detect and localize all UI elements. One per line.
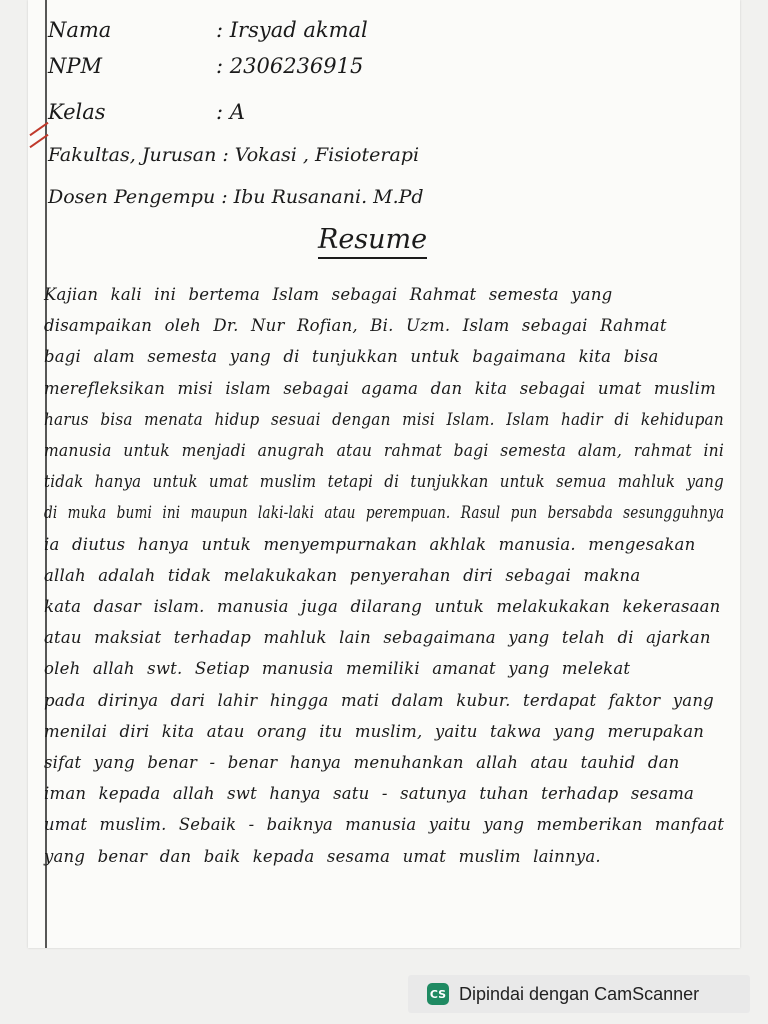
handwritten-line: merefleksikan misi islam sebagai agama dan kita sebagai umat muslim [44,378,716,398]
handwritten-line: ia diutus hanya untuk menyempurnakan akhlak manusia. mengesakan [44,534,696,554]
label-dosen: Dosen Pengempu [48,186,216,208]
handwritten-line: bagi alam semesta yang di tunjukkan untuk bagaimana kita bisa [44,347,659,367]
value-npm: : 2306236915 [216,54,364,78]
handwritten-line: yang benar dan baik kepada sesama umat muslim lainnya. [44,846,601,866]
label-nama: Nama [48,18,112,42]
handwritten-line: atau maksiat terhadap mahluk lain sebagaimana yang telah di ajarkan [44,628,711,648]
handwritten-line: harus bisa menata hidup sesuai dengan misi Islam. Islam hadir di kehidupan [44,409,724,429]
header-kelas [48,100,245,124]
handwritten-line: menilai diri kita atau orang itu muslim, yaitu takwa yang merupakan [44,721,705,741]
handwritten-line: sifat yang benar - benar hanya menuhankan allah atau tauhid dan [44,753,680,772]
handwritten-line: oleh allah swt. Setiap manusia memiliki amanat yang melekat [44,659,631,679]
handwritten-line: umat muslim. Sebaik - baiknya manusia yaitu yang memberikan manfaat [44,815,725,835]
page-title: Resume [318,224,427,259]
camscanner-badge [408,975,750,1013]
value-kelas: : A [216,100,245,124]
handwritten-line: disampaikan oleh Dr. Nur Rofian, Bi. Uzm. Islam sebagai Rahmat [44,316,667,336]
label-kelas: Kelas [48,100,106,124]
handwritten-line: pada dirinya dari lahir hingga mati dalam kubur. terdapat faktor yang [44,690,714,710]
handwritten-line: Kajian kali ini bertema Islam sebagai Rahmat semesta yang [44,285,613,304]
value-nama: : Irsyad akmal [216,18,368,42]
handwritten-line: di muka bumi ini maupun laki-laki atau perempuan. Rasul pun bersabda sesungguhnya [44,503,725,523]
value-fakultas: : Vokasi , Fisioterapi [222,144,420,166]
header-npm [48,54,363,78]
label-fakultas: Fakultas, Jurusan [48,144,217,166]
handwritten-line: tidak hanya untuk umat muslim tetapi di tunjukkan untuk semua mahluk yang [44,472,724,492]
scanned-page [28,0,740,948]
header-dosen [48,186,424,208]
header-fakultas [48,144,419,166]
handwritten-line: kata dasar islam. manusia juga dilarang untuk melakukakan kekerasaan [44,597,721,616]
camscanner-text: Dipindai dengan CamScanner [459,983,700,1004]
handwritten-line: iman kepada allah swt hanya satu - satunya tuhan terhadap sesama [44,784,695,804]
handwritten-line: allah adalah tidak melakukakan penyerahan diri sebagai makna [44,565,641,585]
value-dosen: : Ibu Rusanani. M.Pd [221,186,424,208]
header-nama [48,18,368,42]
camscanner-logo-icon: CS [427,983,449,1005]
label-npm: NPM [48,54,103,78]
handwritten-line: manusia untuk menjadi anugrah atau rahmat bagi semesta alam, rahmat ini [44,441,725,460]
